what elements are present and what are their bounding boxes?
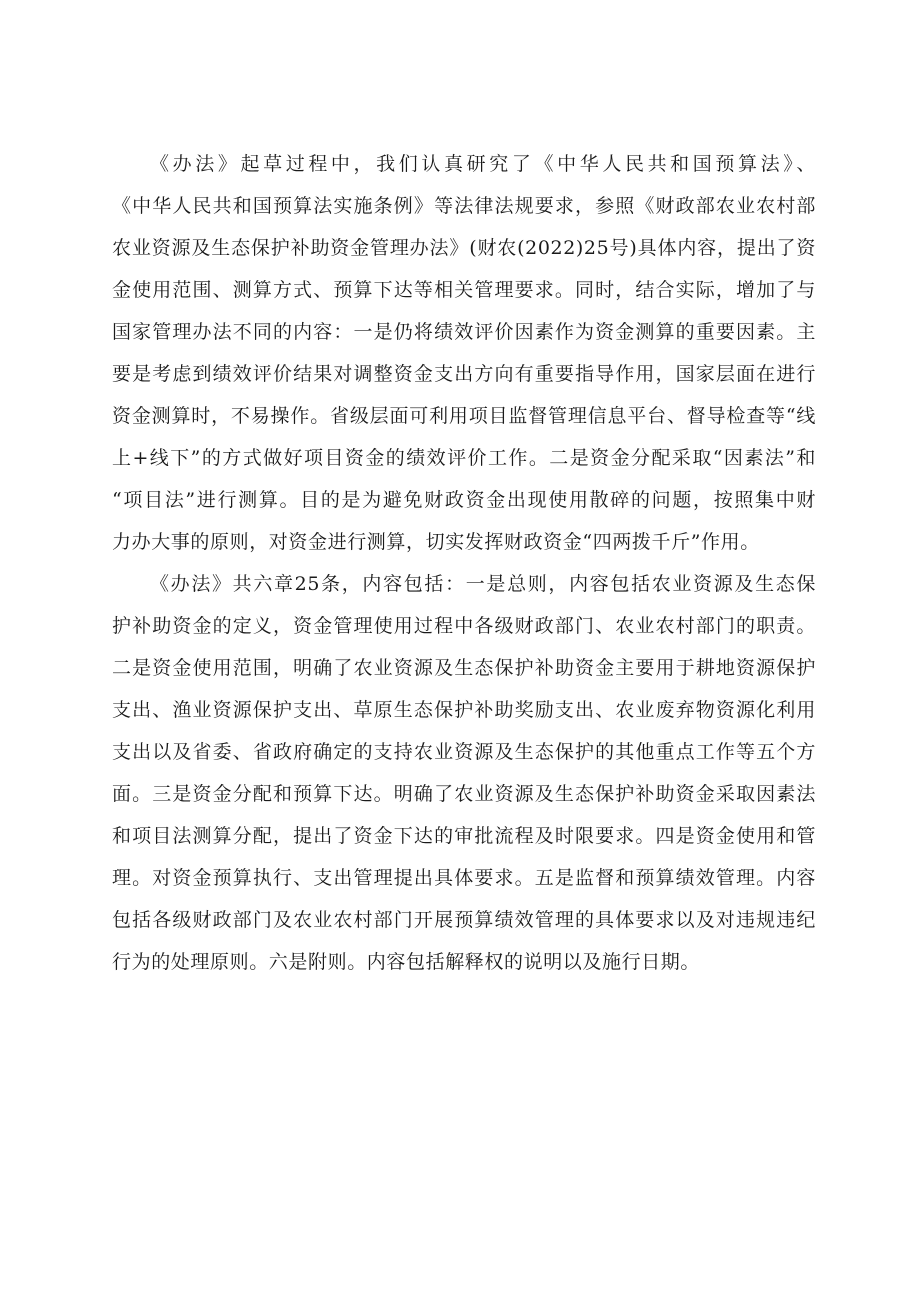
text-line: 国家管理办法不同的内容：一是仍将绩效评价因素作为资金测算的重要因素。主: [112, 321, 816, 343]
text-line: 包括各级财政部门及农业农村部门开展预算绩效管理的具体要求以及对违规违纪: [112, 909, 816, 931]
text-line: 面。三是资金分配和预算下达。明确了农业资源及生态保护补助资金采取因素法: [112, 783, 816, 805]
text-line: 支出以及省委、省政府确定的支持农业资源及生态保护的其他重点工作等五个方: [112, 741, 816, 763]
text-line: 要是考虑到绩效评价结果对调整资金支出方向有重要指导作用，国家层面在进行: [112, 363, 816, 385]
text-line: 二是资金使用范围，明确了农业资源及生态保护补助资金主要用于耕地资源保护: [112, 657, 816, 679]
document-body: [112, 143, 816, 983]
text-line: 力办大事的原则，对资金进行测算，切实发挥财政资金“四两拨千斤”作用。: [112, 531, 760, 553]
text-line: 《办法》起草过程中，我们认真研究了《中华人民共和国预算法》、: [150, 153, 816, 175]
text-line: 农业资源及生态保护补助资金管理办法》(财农(2022)25号)具体内容，提出了资: [112, 237, 816, 259]
text-line: 《办法》共六章25条，内容包括：一是总则，内容包括农业资源及生态保: [150, 573, 816, 595]
text-line: 上+线下”的方式做好项目资金的绩效评价工作。二是资金分配采取“因素法”和: [112, 447, 816, 469]
text-line: 行为的处理原则。六是附则。内容包括解释权的说明以及施行日期。: [112, 951, 701, 973]
paragraph-contents-summary: [112, 563, 816, 983]
text-line: 理。对资金预算执行、支出管理提出具体要求。五是监督和预算绩效管理。内容: [112, 867, 816, 889]
text-line: 和项目法测算分配，提出了资金下达的审批流程及时限要求。四是资金使用和管: [112, 825, 816, 847]
text-line: 支出、渔业资源保护支出、草原生态保护补助奖励支出、农业废弃物资源化利用: [112, 699, 816, 721]
text-line: 护补助资金的定义，资金管理使用过程中各级财政部门、农业农村部门的职责。: [112, 615, 816, 637]
text-line: “项目法”进行测算。目的是为避免财政资金出现使用散碎的问题，按照集中财: [112, 489, 816, 511]
text-line: 资金测算时，不易操作。省级层面可利用项目监督管理信息平台、督导检查等“线: [112, 405, 816, 427]
text-line: 金使用范围、测算方式、预算下达等相关管理要求。同时，结合实际，增加了与: [112, 279, 816, 301]
text-line: 《中华人民共和国预算法实施条例》等法律法规要求，参照《财政部农业农村部: [112, 195, 816, 217]
paragraph-drafting-process: [112, 143, 816, 563]
